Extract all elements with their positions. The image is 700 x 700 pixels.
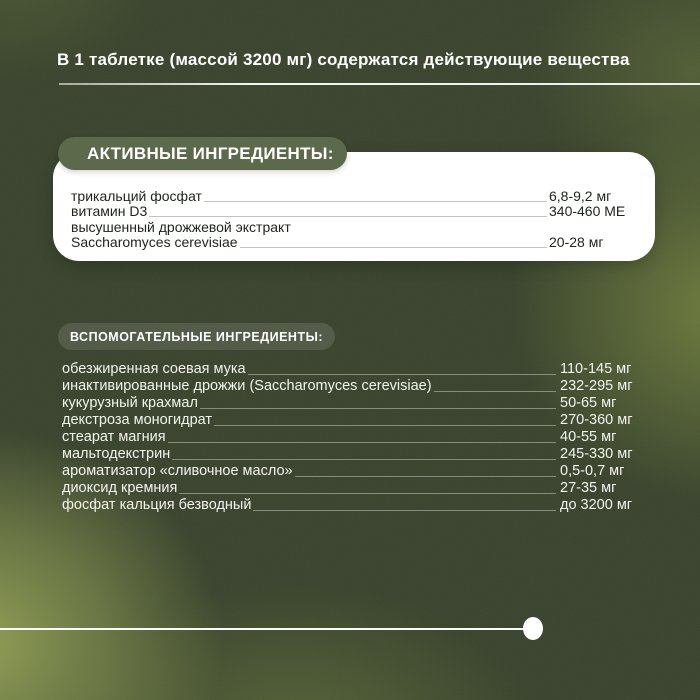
ingredient-label: Saccharomyces cerevisiae (71, 234, 238, 250)
leader-line (214, 425, 556, 426)
leader-line (149, 216, 547, 217)
leader-line (168, 442, 556, 443)
ingredient-label: трикальций фосфат (71, 187, 202, 204)
ingredient-row (62, 411, 640, 428)
ingredient-row (62, 496, 640, 513)
leader-line (204, 201, 547, 202)
active-ingredients-badge: АКТИВНЫЕ ИНГРЕДИЕНТЫ: (58, 137, 347, 170)
ingredient-value: 27-35 мг (560, 480, 617, 496)
ingredient-row (62, 445, 640, 462)
ingredient-label: витамин D3 (71, 203, 148, 219)
leader-line (172, 459, 556, 460)
ingredient-row (71, 219, 641, 235)
ingredient-value: 20-28 мг (549, 234, 604, 250)
leader-line (253, 510, 556, 511)
ingredient-row (62, 377, 640, 394)
ingredient-row (71, 235, 641, 251)
footer-progress-dot (523, 617, 543, 640)
ingredient-label: мальтодекстрин (62, 446, 171, 462)
ingredient-row (62, 479, 640, 496)
ingredient-row (62, 428, 640, 445)
ingredient-value: 110-145 мг (560, 361, 632, 377)
leader-line (200, 408, 556, 409)
ingredient-value: 232-295 мг (560, 378, 633, 394)
ingredient-label: кукурузный крахмал (62, 395, 198, 411)
ingredient-label: диоксид кремния (62, 480, 178, 496)
ingredient-label: ароматизатор «сливочное масло» (62, 463, 293, 479)
title-divider-line (59, 83, 700, 85)
ingredient-row (62, 394, 640, 411)
ingredient-label: высушенный дрожжевой экстракт (71, 218, 291, 235)
ingredient-row (62, 360, 640, 377)
ingredient-value: до 3200 мг (560, 497, 633, 513)
ingredient-label: инактивированные дрожжи (Saccharomyces cerevisiae) (62, 378, 432, 394)
leader-line (240, 247, 547, 248)
ingredient-row (62, 462, 640, 479)
ingredient-row (71, 204, 641, 220)
leader-line (434, 391, 556, 392)
ingredient-value: 0,5-0,7 мг (560, 463, 625, 479)
ingredient-value: 6,8-9,2 мг (549, 187, 612, 204)
footer-progress-line (0, 628, 532, 630)
leader-line (179, 493, 556, 494)
leader-line (248, 374, 556, 375)
ingredient-row (71, 188, 641, 204)
leader-line (295, 476, 556, 477)
ingredient-value: 245-330 мг (560, 446, 633, 462)
ingredient-value: 270-360 мг (560, 412, 633, 428)
ingredient-value: 40-55 мг (560, 429, 617, 445)
ingredient-value: 50-65 мг (560, 395, 617, 411)
ingredient-label: стеарат магния (62, 429, 166, 445)
active-ingredients-list (71, 188, 641, 250)
ingredient-value: 340-460 МЕ (549, 203, 626, 219)
ingredient-label: фосфат кальция безводный (62, 497, 252, 513)
auxiliary-ingredients-list (62, 360, 640, 513)
ingredient-label: декстроза моногидрат (62, 412, 213, 428)
ingredient-label: обезжиренная соевая мука (62, 361, 246, 377)
page-title: В 1 таблетке (массой 3200 мг) содержатся действующие вещества (57, 50, 630, 69)
auxiliary-ingredients-badge: ВСПОМОГАТЕЛЬНЫЕ ИНГРЕДИЕНТЫ: (58, 323, 335, 350)
